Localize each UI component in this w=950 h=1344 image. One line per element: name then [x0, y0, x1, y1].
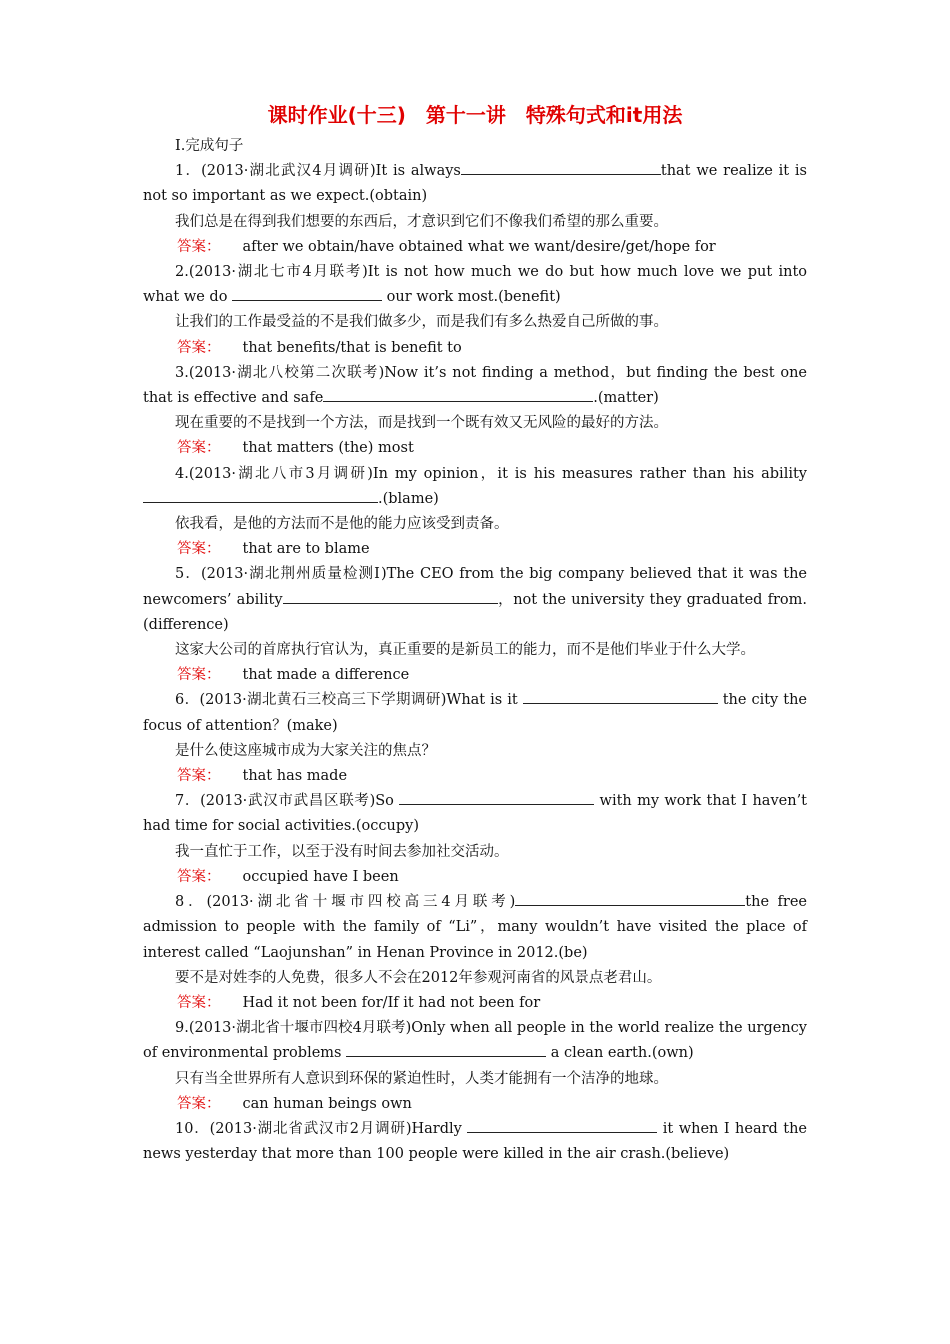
answer-blank[interactable]: [515, 891, 745, 906]
answer-label: 答案：: [177, 768, 221, 785]
question-text: .(matter): [593, 390, 659, 407]
translation-9: 只有当全世界所有人意识到环保的紧迫性时，人类才能拥有一个洁净的地球。: [175, 1070, 668, 1087]
answer-label: 答案：: [177, 994, 221, 1011]
question-2: [143, 260, 807, 310]
answer-3: [143, 436, 807, 461]
answer-text: that benefits/that is benefit to: [242, 339, 462, 356]
answer-6: [143, 764, 807, 789]
question-text: ，not the university they graduated from.(difference): [143, 591, 807, 633]
question-text: a clean earth.(own): [550, 1045, 694, 1062]
answer-blank[interactable]: [523, 689, 718, 704]
answer-blank[interactable]: [467, 1118, 657, 1133]
question-text: 7．(2013·武汉市武昌区联考)So: [175, 793, 394, 810]
question-text: 8．(2013·湖北省十堰市四校高三4月联考): [175, 894, 516, 911]
answer-label: 答案：: [177, 1095, 221, 1112]
question-text: 4.(2013·湖北八市3月调研)In my opinion，it is his measures rather than his ability: [175, 465, 807, 482]
answer-4: [143, 537, 807, 562]
answer-blank[interactable]: [323, 387, 593, 402]
translation-4: 依我看，是他的方法而不是他的能力应该受到责备。: [175, 516, 509, 533]
answer-2: [143, 336, 807, 361]
answer-blank[interactable]: [143, 488, 378, 503]
answer-text: after we obtain/have obtained what we want/desire/get/hope for: [242, 238, 716, 255]
answer-5: [143, 663, 807, 688]
answer-9: [143, 1092, 807, 1117]
question-8: [143, 890, 807, 966]
question-3: [143, 361, 807, 411]
answer-blank[interactable]: [399, 790, 594, 805]
question-text: 1．(2013·湖北武汉4月调研)It is always: [175, 163, 461, 180]
translation-6: 是什么使这座城市成为大家关注的焦点？: [175, 742, 436, 759]
answer-text: that matters (the) most: [242, 440, 414, 457]
question-text: with my work that I haven’t had time for social activities.(occupy): [143, 793, 808, 835]
answer-text: Had it not been for/If it had not been for: [242, 994, 541, 1011]
answer-label: 答案：: [177, 440, 221, 457]
question-1: [143, 159, 807, 209]
question-text: 5．(2013·湖北荆州质量检测Ⅰ)The CEO from the big company believed that it was the newcomers’ ability: [143, 566, 807, 608]
translation-2: 让我们的工作最受益的不是我们做多少，而是我们有多么热爱自己所做的事。: [175, 314, 668, 331]
translation-7: 我一直忙于工作，以至于没有时间去参加社交活动。: [175, 843, 509, 860]
answer-text: occupied have I been: [242, 868, 399, 885]
question-text: our work most.(benefit): [386, 289, 561, 306]
answer-text: that are to blame: [242, 541, 370, 558]
translation-5: 这家大公司的首席执行官认为，真正重要的是新员工的能力，而不是他们毕业于什么大学。: [175, 642, 755, 659]
question-text: it when I heard the news yesterday that more than 100 people were killed in the air crash.(believe): [143, 1120, 808, 1163]
answer-label: 答案：: [177, 667, 221, 684]
question-4: [143, 462, 807, 512]
translation-8: 要不是对姓李的人免费，很多人不会在2012年参观河南省的风景点老君山。: [175, 969, 662, 986]
question-text: that we realize it is not so important as we expect.(obtain): [143, 163, 807, 205]
question-text: the free admission to people with the family of “Li”，many wouldn’t have visited the place of interest called “Laojunshan” in Henan Province in 2012.(be): [143, 894, 807, 961]
answer-label: 答案：: [177, 339, 221, 356]
answer-blank[interactable]: [232, 286, 382, 301]
answer-blank[interactable]: [346, 1042, 546, 1057]
question-text: 10．(2013·湖北省武汉市2月调研)Hardly: [175, 1120, 462, 1137]
worksheet-page: [143, 100, 807, 1167]
question-text: 6．(2013·湖北黄石三校高三下学期调研)What is it: [175, 692, 518, 709]
question-text: 3.(2013·湖北八校第二次联考)Now it’s not finding a method，but finding the best one that is effective and safe: [143, 364, 807, 407]
translation-1: 我们总是在得到我们想要的东西后，才意识到它们不像我们希望的那么重要。: [175, 213, 668, 230]
answer-blank[interactable]: [283, 589, 498, 604]
question-6: [143, 688, 807, 738]
section-heading: Ⅰ.完成句子: [175, 138, 244, 154]
answer-1: [143, 235, 807, 260]
answer-text: that has made: [242, 768, 348, 785]
answer-8: [143, 991, 807, 1016]
page-title: 课时作业(十三) 第十一讲 特殊句式和it用法: [267, 103, 683, 127]
answer-7: [143, 865, 807, 890]
answer-text: can human beings own: [242, 1095, 412, 1112]
question-10: [143, 1117, 807, 1167]
question-9: [143, 1016, 807, 1066]
question-text: 9.(2013·湖北省十堰市四校4月联考)Only when all people in the world realize the urgency of environmental problems: [143, 1020, 807, 1062]
answer-blank[interactable]: [461, 160, 661, 175]
answer-label: 答案：: [177, 541, 221, 558]
question-text: .(blame): [378, 490, 439, 507]
question-text: the city the focus of attention？(make): [143, 692, 808, 734]
question-text: 2.(2013·湖北七市4月联考)It is not how much we do but how much love we put into what we do: [143, 264, 807, 306]
question-5: [143, 562, 807, 638]
answer-label: 答案：: [177, 238, 221, 255]
answer-text: that made a difference: [242, 667, 410, 684]
question-7: [143, 789, 807, 839]
answer-label: 答案：: [177, 868, 221, 885]
translation-3: 现在重要的不是找到一个方法，而是找到一个既有效又无风险的最好的方法。: [175, 415, 668, 432]
